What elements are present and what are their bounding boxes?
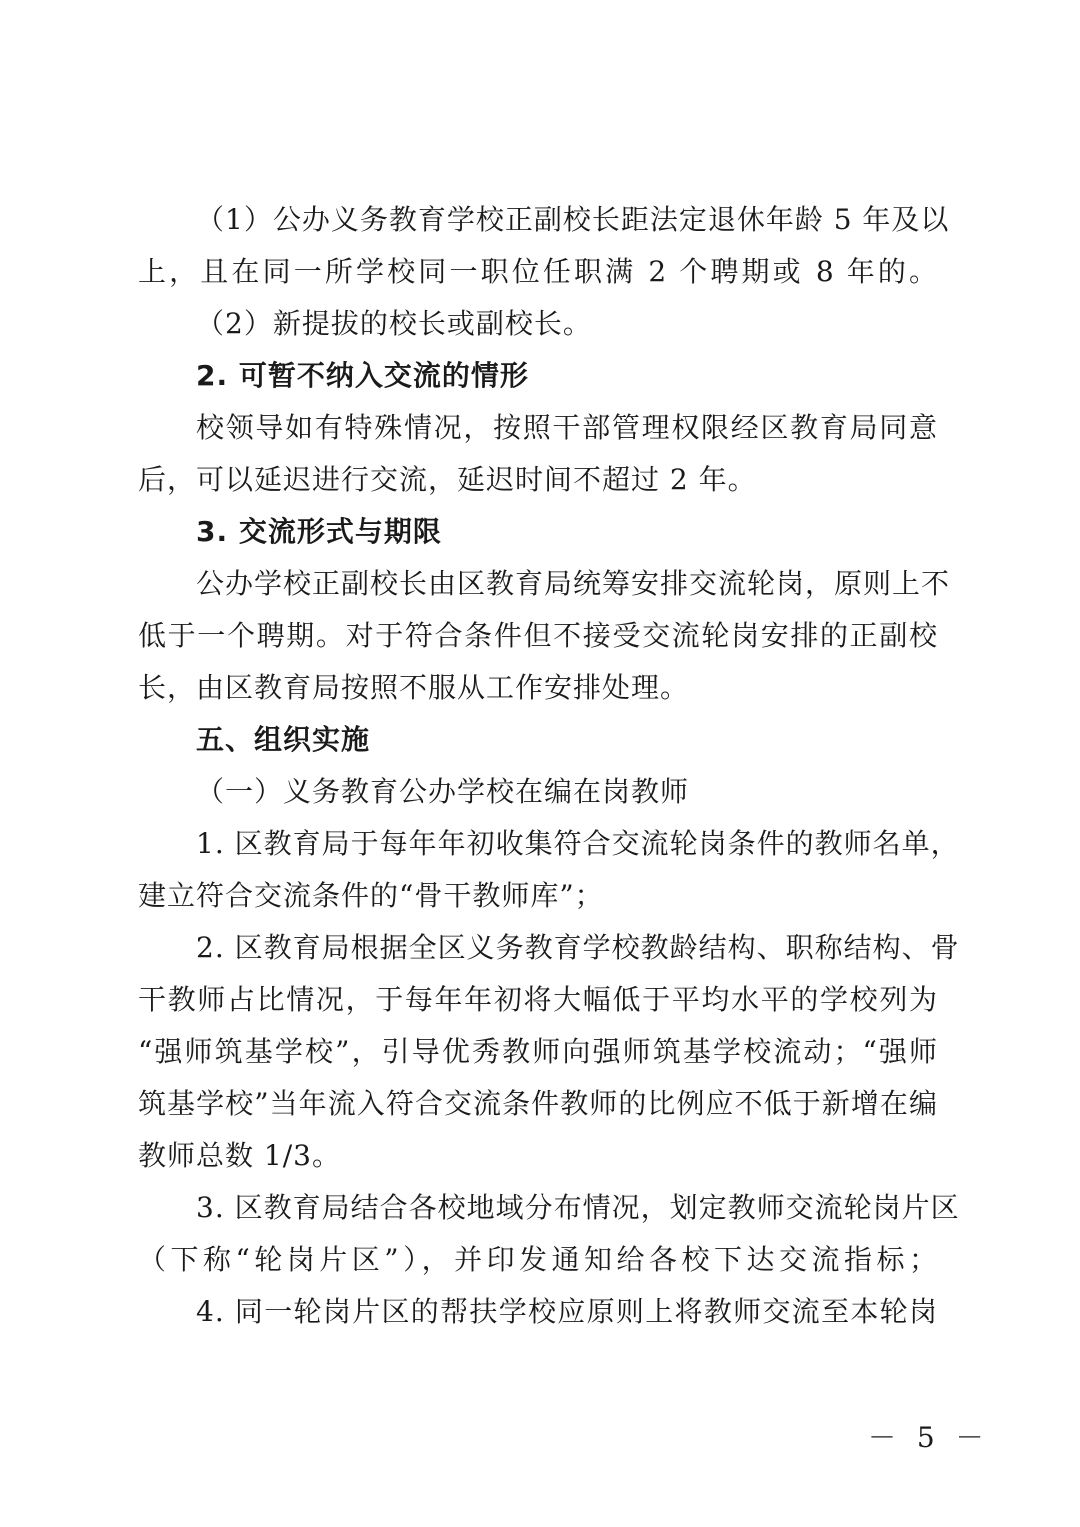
page-number: － 5 －	[868, 1421, 990, 1454]
section-heading: 五、组织实施	[196, 723, 371, 756]
paragraph-line: （1）公办义务教育学校正副校长距法定退休年龄 5 年及以	[196, 203, 950, 236]
paragraph-line: （下称“轮岗片区”），并印发通知给各校下达交流指标；	[138, 1243, 938, 1276]
paragraph-line: 长，由区教育局按照不服从工作安排处理。	[138, 671, 690, 704]
paragraph-line: 2. 区教育局根据全区义务教育学校教龄结构、职称结构、骨	[196, 931, 960, 964]
paragraph-line: “强师筑基学校”，引导优秀教师向强师筑基学校流动；“强师	[138, 1035, 938, 1068]
paragraph-line: 3. 区教育局结合各校地域分布情况，划定教师交流轮岗片区	[196, 1191, 960, 1224]
paragraph-line: 干教师占比情况，于每年年初将大幅低于平均水平的学校列为	[138, 983, 938, 1016]
paragraph-line: 1. 区教育局于每年年初收集符合交流轮岗条件的教师名单，	[196, 827, 960, 860]
paragraph-line: 校领导如有特殊情况，按照干部管理权限经区教育局同意	[196, 411, 938, 444]
paragraph-line: 4. 同一轮岗片区的帮扶学校应原则上将教师交流至本轮岗	[196, 1295, 938, 1328]
document-body	[138, 194, 960, 1338]
paragraph-line: 建立符合交流条件的“骨干教师库”；	[138, 879, 604, 912]
paragraph-line: 低于一个聘期。对于符合条件但不接受交流轮岗安排的正副校	[138, 619, 938, 652]
paragraph-line: 后，可以延迟进行交流，延迟时间不超过 2 年。	[138, 463, 757, 496]
paragraph-line: （2）新提拔的校长或副校长。	[196, 307, 592, 340]
paragraph-line: 教师总数 1/3。	[138, 1139, 341, 1172]
section-heading: 2. 可暂不纳入交流的情形	[196, 359, 529, 392]
subsection-heading: （一）义务教育公办学校在编在岗教师	[196, 775, 690, 808]
paragraph-line: 筑基学校”当年流入符合交流条件教师的比例应不低于新增在编	[138, 1087, 938, 1120]
paragraph-line: 上，且在同一所学校同一职位任职满 2 个聘期或 8 年的。	[138, 255, 938, 288]
section-heading: 3. 交流形式与期限	[196, 515, 442, 548]
paragraph-line: 公办学校正副校长由区教育局统筹安排交流轮岗，原则上不	[196, 567, 951, 600]
